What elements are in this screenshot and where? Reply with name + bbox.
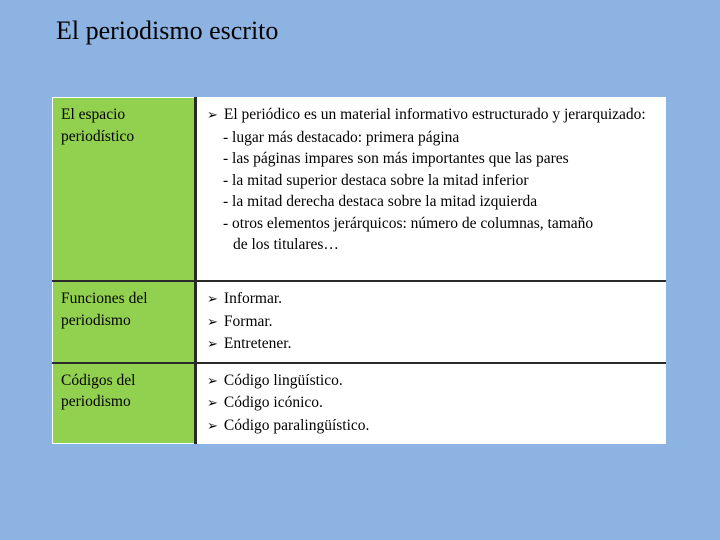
list-item-text: Informar. [223,290,283,307]
row-content-codigos [196,363,667,444]
sub-item: - las páginas impares son más importantes que las pares [223,150,569,167]
sub-item: - la mitad superior destaca sobre la mitad inferior [223,171,529,189]
row-label-codigos: Códigos del periodismo [53,363,196,444]
table-row [53,98,667,282]
row-label-funciones: Funciones del periodismo [53,281,196,363]
list-item-text: Código icónico. [223,394,323,411]
list-item [207,104,652,127]
sub-item: - lugar más destacado: primera página [223,128,460,146]
sub-item-continuation: de los titulares… [233,236,339,253]
table-row [53,363,667,444]
list-item-text: Código paralingüístico. [223,416,370,434]
list-item [207,392,652,415]
arrow-bullet-icon: ➢ [207,314,218,330]
slide-title: El periodismo escrito [56,16,279,45]
intro-text: El periódico es un material informativo estructurado y jerarquizado: [223,106,646,123]
sub-item: - otros elementos jerárquicos: número de columnas, tamaño [223,214,594,232]
arrow-bullet-icon: ➢ [207,292,218,307]
list-item [207,311,652,334]
list-item-text: Código lingüístico. [223,371,343,389]
arrow-bullet-icon: ➢ [207,373,218,389]
arrow-bullet-icon: ➢ [207,337,218,352]
row-content-espacio [196,98,667,282]
row-label-espacio: El espacio periodístico [53,98,196,282]
row-content-funciones [196,281,667,363]
arrow-bullet-icon: ➢ [207,418,218,434]
list-item [207,370,652,393]
list-item-text: Entretener. [223,335,292,352]
table-row [53,281,667,363]
list-item-text: Formar. [223,312,273,330]
content-table [52,97,666,444]
sub-item: - la mitad derecha destaca sobre la mitad izquierda [223,193,538,210]
list-item [207,415,652,438]
list-item [207,288,652,311]
list-item [207,333,652,356]
arrow-bullet-icon: ➢ [207,396,218,411]
arrow-bullet-icon: ➢ [207,108,218,123]
